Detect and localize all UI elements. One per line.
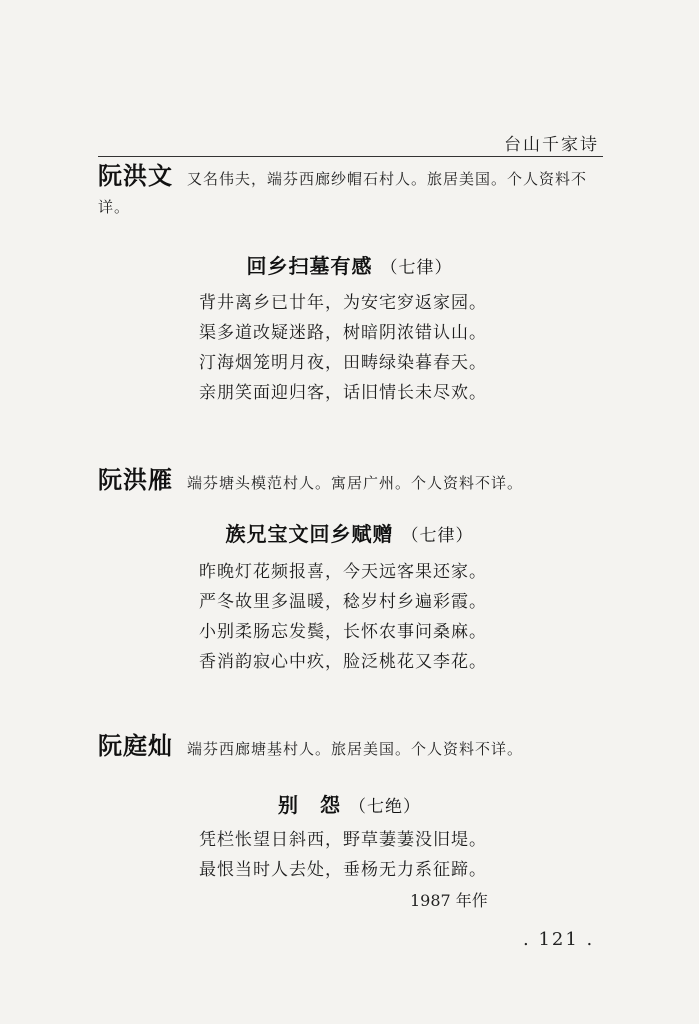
poet-name: 阮洪文 (98, 162, 173, 190)
poet-entry-3 (98, 733, 608, 763)
poet-description: 又名伟夫，端芬西廊纱帽石村人。旅居美国。个人资料不详。 (98, 170, 588, 216)
poet-name: 阮庭灿 (98, 732, 173, 760)
poem-line: 凭栏怅望日斜西，野草萋萋没旧堤。 (199, 830, 487, 850)
poem-line: 最恨当时人去处，垂杨无力系征蹄。 (199, 860, 487, 880)
poet-entry-1 (98, 163, 608, 221)
poem-line: 亲朋笑面迎归客，话旧情长未尽欢。 (199, 383, 487, 403)
poem-line: 汀海烟笼明月夜，田畴绿染暮春天。 (199, 353, 487, 373)
poem-title-text: 回乡扫墓有感 (246, 254, 373, 278)
poet-description: 端芬西廊塘基村人。旅居美国。个人资料不详。 (187, 740, 524, 758)
poem-title-2 (0, 518, 699, 547)
poem-body-3 (199, 825, 487, 885)
poem-body-1 (199, 288, 487, 408)
poem-date-note: 1987 年作 (410, 891, 488, 910)
poem-title-1 (0, 250, 699, 279)
running-header-title: 台山千家诗 (504, 135, 599, 155)
poet-name: 阮洪雁 (98, 466, 173, 494)
poem-line: 严冬故里多温暖，稔岁村乡遍彩霞。 (199, 592, 487, 612)
poem-title-text: 别 怨 (278, 793, 341, 817)
poem-line: 昨晚灯花频报喜，今天远客果还家。 (199, 562, 487, 582)
poet-entry-2 (98, 467, 608, 497)
poem-title-3 (0, 789, 699, 818)
poem-line: 背井离乡已廿年，为安宅穸返家园。 (199, 293, 487, 313)
poem-line: 小别柔肠忘发鬓，长怀农事问桑麻。 (199, 622, 487, 642)
poem-line: 渠多道改疑迷路，树暗阴浓错认山。 (199, 323, 487, 343)
poem-form: （七律） (380, 258, 453, 278)
page-number: . 121 . (523, 929, 595, 950)
poet-description: 端芬塘头模范村人。寓居广州。个人资料不详。 (187, 474, 524, 492)
poem-form: （七绝） (349, 797, 421, 817)
header-rule (98, 156, 603, 157)
poem-form: （七律） (401, 526, 474, 546)
poem-title-text: 族兄宝文回乡赋赠 (225, 522, 394, 546)
poem-line: 香消韵寂心中疚，脸泛桃花又李花。 (199, 652, 487, 672)
poem-body-2 (199, 557, 487, 677)
